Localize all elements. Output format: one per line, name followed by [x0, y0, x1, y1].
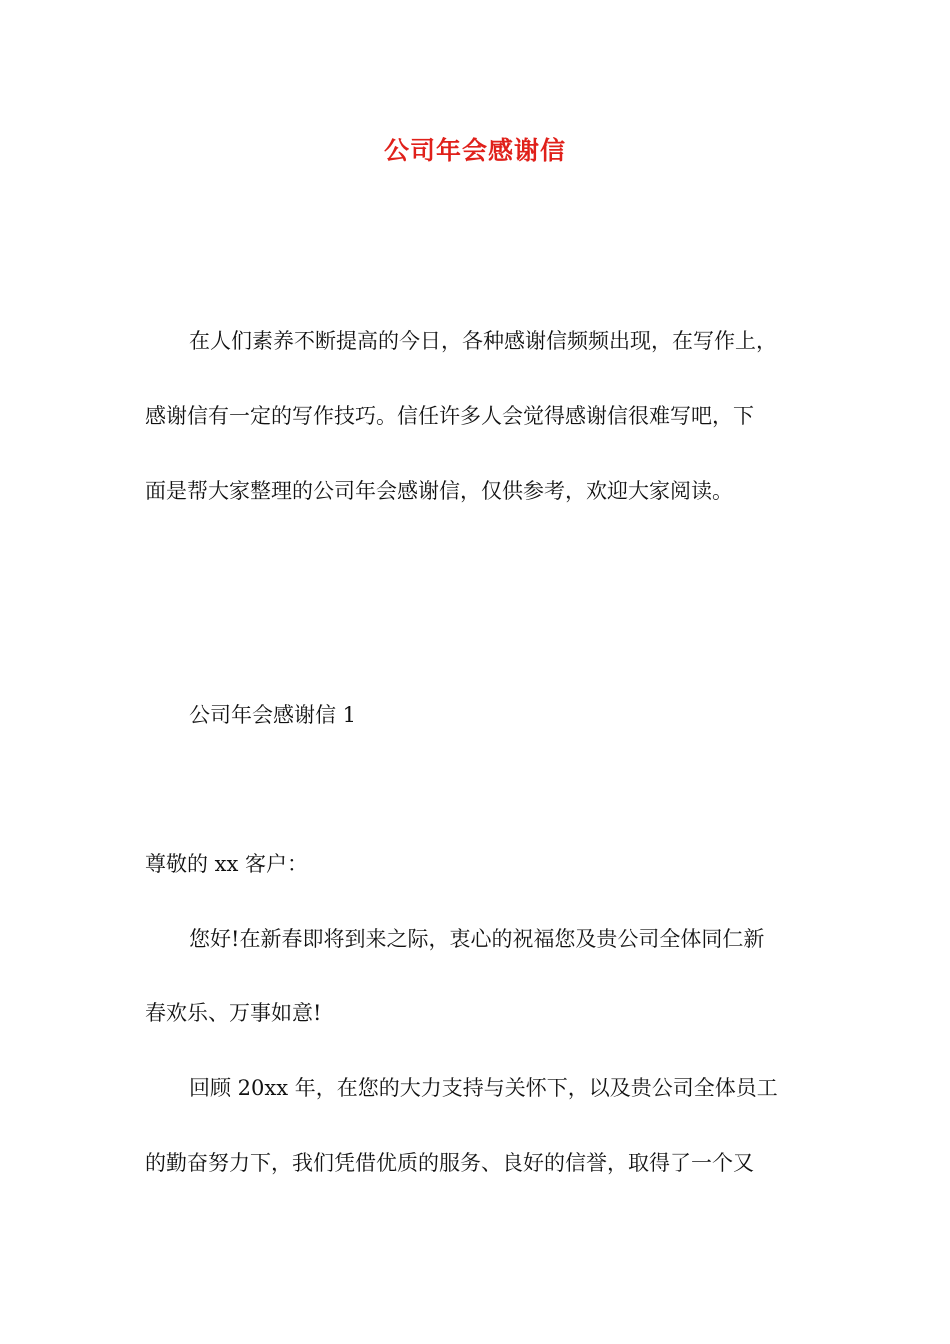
- para2-line-1: 回顾 20xx 年，在您的大力支持与关怀下，以及贵公司全体员工: [189, 1076, 778, 1100]
- salutation: 尊敬的 xx 客户：: [145, 852, 309, 876]
- intro-line-2: 感谢信有一定的写作技巧。信任许多人会觉得感谢信很难写吧，下: [145, 404, 754, 428]
- document-title: 公司年会感谢信: [383, 136, 566, 165]
- section-heading: 公司年会感谢信 1: [189, 703, 357, 727]
- para1-line-2: 春欢乐、万事如意!: [145, 1001, 322, 1025]
- para2-line-2: 的勤奋努力下，我们凭借优质的服务、良好的信誉，取得了一个又: [145, 1151, 754, 1175]
- intro-line-1: 在人们素养不断提高的今日，各种感谢信频频出现，在写作上，: [189, 329, 777, 353]
- para1-line-1: 您好!在新春即将到来之际，衷心的祝福您及贵公司全体同仁新: [189, 927, 765, 951]
- intro-line-3: 面是帮大家整理的公司年会感谢信，仅供参考，欢迎大家阅读。: [145, 479, 733, 503]
